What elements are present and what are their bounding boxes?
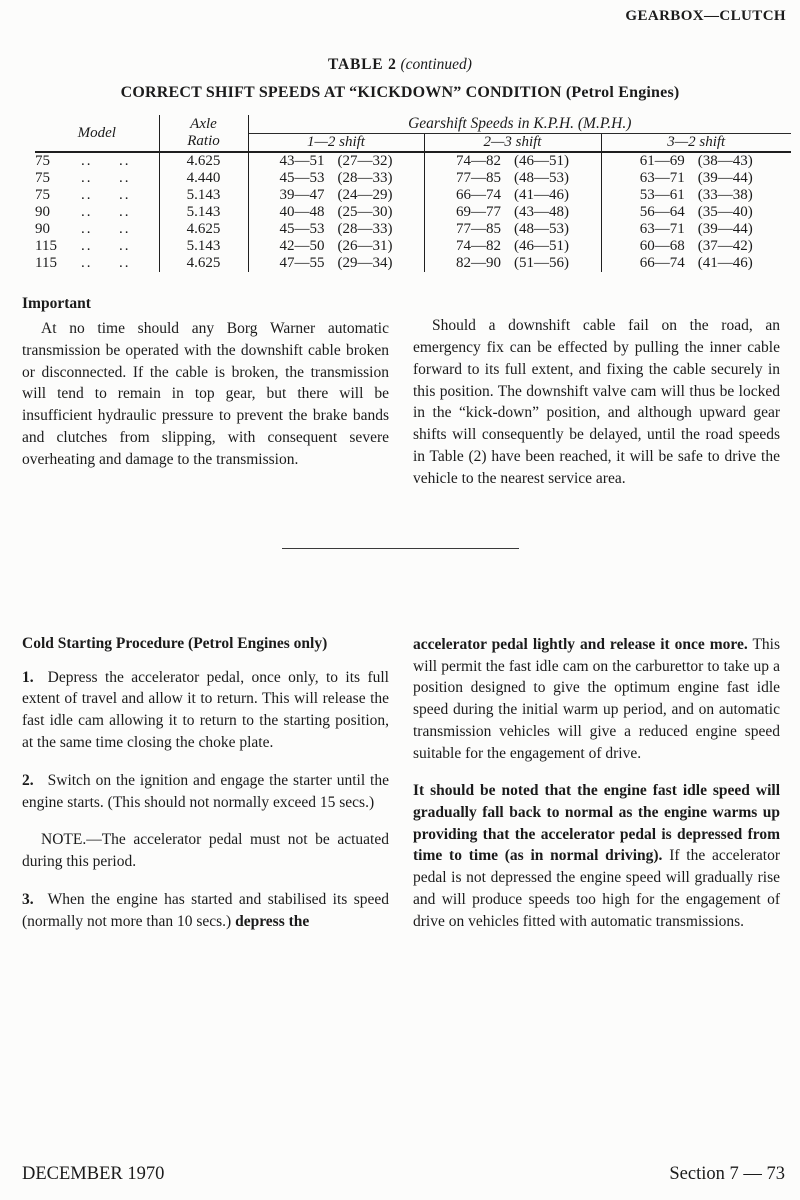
mph-range: (35—40) xyxy=(697,204,753,220)
model-cell xyxy=(35,152,159,170)
shift-speeds-table xyxy=(35,115,791,272)
shift-1-2-cell xyxy=(248,152,424,170)
axle-ratio-value: 5.143 xyxy=(159,187,248,204)
important-left-column xyxy=(22,293,389,490)
model-value: 75 xyxy=(35,153,50,169)
dot-leader: .. xyxy=(119,221,131,237)
important-heading: Important xyxy=(22,295,91,312)
mph-range: (38—43) xyxy=(697,153,753,169)
table-row xyxy=(35,221,791,238)
table-caption-label: TABLE 2 xyxy=(328,56,397,73)
step-1-number: 1. xyxy=(22,668,34,686)
table-row xyxy=(35,238,791,255)
model-cell xyxy=(35,238,159,255)
kph-range: 69—77 xyxy=(456,204,501,220)
important-right-column xyxy=(413,293,780,490)
dot-leader: .. xyxy=(81,238,93,254)
paragraph-1-bold-lead: accelerator pedal lightly and release it once more. xyxy=(413,635,748,653)
column-header-gearshift-speeds: Gearshift Speeds in K.P.H. (M.P.H.) xyxy=(248,115,791,134)
note-paragraph: NOTE.—The accelerator pedal must not be actuated during this period. xyxy=(22,830,389,870)
kph-range: 60—68 xyxy=(639,238,685,254)
dot-leader: .. xyxy=(81,204,93,220)
model-value: 75 xyxy=(35,187,50,203)
kph-range: 77—85 xyxy=(456,221,501,237)
paragraph-2-bold-lead: It should be noted that the engine fast idle speed will gradually fall back to normal as the engine warms up providing that the accelerator pedal is depressed from time to time (as in normal driving). xyxy=(413,781,780,865)
kph-range: 63—71 xyxy=(639,170,685,186)
mph-range: (28—33) xyxy=(337,170,393,186)
cold-starting-section xyxy=(22,633,780,933)
step-1 xyxy=(22,667,389,754)
kph-range: 66—74 xyxy=(639,255,685,271)
shift-1-2-cell xyxy=(248,204,424,221)
kph-range: 43—51 xyxy=(279,153,325,169)
page-title: CORRECT SHIFT SPEEDS AT “KICKDOWN” CONDITION (Petrol Engines) xyxy=(120,84,680,101)
important-section xyxy=(22,293,780,490)
model-value: 90 xyxy=(35,221,50,237)
model-cell xyxy=(35,221,159,238)
kph-range: 66—74 xyxy=(456,187,501,203)
table-row xyxy=(35,204,791,221)
column-header-axle-ratio xyxy=(159,115,248,152)
mph-range: (24—29) xyxy=(337,187,393,203)
paragraph-1-text: This will permit the fast idle cam on the carburettor to take up a position designed to give the optimum engine fast idle speed during the initial warm up period, and on automatic transmission vehicles will give a reduced engine speed suitable for the engagement of drive. xyxy=(413,635,781,762)
dot-leader: .. xyxy=(119,238,131,254)
shift-2-3-cell xyxy=(424,170,601,187)
axle-ratio-value: 5.143 xyxy=(159,238,248,255)
mph-range: (41—46) xyxy=(514,187,569,203)
shift-1-2-cell xyxy=(248,255,424,272)
running-header: GEARBOX—CLUTCH xyxy=(625,8,786,24)
model-cell xyxy=(35,204,159,221)
mph-range: (46—51) xyxy=(514,153,569,169)
footer-section-number: Section 7 — 73 xyxy=(669,1164,785,1184)
table-row xyxy=(35,170,791,187)
kph-range: 47—55 xyxy=(279,255,325,271)
dot-leader: .. xyxy=(119,187,131,203)
cold-starting-heading: Cold Starting Procedure (Petrol Engines only) xyxy=(22,634,328,652)
mph-range: (39—44) xyxy=(697,221,753,237)
cold-left-column xyxy=(22,633,389,933)
kph-range: 39—47 xyxy=(279,187,325,203)
dot-leader: .. xyxy=(119,255,131,271)
mph-range: (41—46) xyxy=(697,255,753,271)
axle-label-line1: Axle xyxy=(190,116,217,132)
shift-1-2-cell xyxy=(248,187,424,204)
kph-range: 40—48 xyxy=(279,204,325,220)
shift-2-3-cell xyxy=(424,255,601,272)
dot-leader: .. xyxy=(81,187,93,203)
dot-leader: .. xyxy=(81,221,93,237)
axle-label-line2: Ratio xyxy=(187,133,220,149)
dot-leader: .. xyxy=(81,153,93,169)
column-header-model: Model xyxy=(35,115,159,152)
table-row xyxy=(35,255,791,272)
shift-1-2-cell xyxy=(248,238,424,255)
important-right-paragraph: Should a downshift cable fail on the road, an emergency fix can be effected by pulling the inner cable forward to its full extent, and fixing the cable securely in this position. The downshift valve cam will thus be locked in the “kick-down” position, and although upward gear shifts will consequently be delayed, until the road speeds in Table (2) have been reached, it will be safe to drive the vehicle to the nearest service area. xyxy=(413,317,780,487)
mph-range: (43—48) xyxy=(514,204,569,220)
kph-range: 63—71 xyxy=(639,221,685,237)
step-2 xyxy=(22,770,389,814)
model-cell xyxy=(35,187,159,204)
mph-range: (33—38) xyxy=(697,187,753,203)
dot-leader: .. xyxy=(119,204,131,220)
footer-date: DECEMBER 1970 xyxy=(22,1164,165,1184)
kph-range: 74—82 xyxy=(456,153,501,169)
table-caption-continued: (continued) xyxy=(400,56,472,73)
axle-ratio-value: 5.143 xyxy=(159,204,248,221)
model-value: 115 xyxy=(35,238,57,254)
model-value: 115 xyxy=(35,255,57,271)
dot-leader: .. xyxy=(119,153,131,169)
cold-right-paragraph-2 xyxy=(413,780,780,933)
model-cell xyxy=(35,255,159,272)
mph-range: (37—42) xyxy=(697,238,753,254)
kph-range: 45—53 xyxy=(279,221,325,237)
cold-right-paragraph-1 xyxy=(413,634,780,765)
shift-2-3-cell xyxy=(424,204,601,221)
step-3-bold-text: depress the xyxy=(235,913,310,931)
shift-3-2-cell xyxy=(601,152,791,170)
mph-range: (28—33) xyxy=(337,221,393,237)
shift-3-2-cell xyxy=(601,238,791,255)
table-row xyxy=(35,187,791,204)
column-header-3-2-shift: 3—2 shift xyxy=(601,134,791,153)
shift-3-2-cell xyxy=(601,221,791,238)
section-divider xyxy=(282,548,519,549)
column-header-2-3-shift: 2—3 shift xyxy=(424,134,601,153)
kph-range: 45—53 xyxy=(279,170,325,186)
dot-leader: .. xyxy=(81,255,93,271)
cold-right-column xyxy=(413,633,780,933)
page-footer xyxy=(22,1164,785,1185)
shift-2-3-cell xyxy=(424,221,601,238)
shift-2-3-cell xyxy=(424,238,601,255)
shift-1-2-cell xyxy=(248,170,424,187)
kph-range: 82—90 xyxy=(456,255,501,271)
step-3 xyxy=(22,889,389,933)
mph-range: (26—31) xyxy=(337,238,393,254)
mph-range: (29—34) xyxy=(337,255,393,271)
important-left-paragraph: At no time should any Borg Warner automatic transmission be operated with the downshift cable broken or disconnected. If the cable is broken, the transmission will tend to remain in top gear, but there will be insufficient hydraulic pressure to prevent the brake bands and clutches from slipping, with consequent severe overheating and damage to the transmission. xyxy=(22,319,389,468)
mph-range: (27—32) xyxy=(337,153,393,169)
step-2-number: 2. xyxy=(22,771,34,789)
kph-range: 61—69 xyxy=(639,153,685,169)
step-1-text: Depress the accelerator pedal, once only, to its full extent of travel and allow it to return. This will release the fast idle cam allowing it to return to the starting position, at the same time closing the choke plate. xyxy=(22,668,389,752)
model-value: 90 xyxy=(35,204,50,220)
model-cell xyxy=(35,170,159,187)
shift-2-3-cell xyxy=(424,152,601,170)
shift-3-2-cell xyxy=(601,170,791,187)
axle-ratio-value: 4.625 xyxy=(159,152,248,170)
mph-range: (25—30) xyxy=(337,204,393,220)
mph-range: (46—51) xyxy=(514,238,569,254)
step-3-number: 3. xyxy=(22,891,34,909)
mph-range: (51—56) xyxy=(514,255,569,271)
paragraph-2-text: If the accelerator pedal is not depressed the engine speed will gradually rise and will produce speeds too high for the engagement of drive on vehicles fitted with automatic transmissions. xyxy=(413,847,780,930)
mph-range: (48—53) xyxy=(514,221,569,237)
table-caption xyxy=(0,56,800,74)
kph-range: 77—85 xyxy=(456,170,501,186)
axle-ratio-value: 4.440 xyxy=(159,170,248,187)
step-2-text: Switch on the ignition and engage the starter until the engine starts. (This should not normally exceed 15 secs.) xyxy=(22,771,389,811)
shift-3-2-cell xyxy=(601,204,791,221)
kph-range: 74—82 xyxy=(456,238,501,254)
shift-2-3-cell xyxy=(424,187,601,204)
model-value: 75 xyxy=(35,170,50,186)
dot-leader: .. xyxy=(119,170,131,186)
dot-leader: .. xyxy=(81,170,93,186)
axle-ratio-value: 4.625 xyxy=(159,255,248,272)
kph-range: 42—50 xyxy=(279,238,325,254)
shift-3-2-cell xyxy=(601,187,791,204)
column-header-1-2-shift: 1—2 shift xyxy=(248,134,424,153)
axle-ratio-value: 4.625 xyxy=(159,221,248,238)
table-row xyxy=(35,152,791,170)
step-3-text: When the engine has started and stabilised its speed (normally not more than 10 secs.) xyxy=(22,891,389,931)
mph-range: (48—53) xyxy=(514,170,569,186)
kph-range: 53—61 xyxy=(639,187,685,203)
shift-1-2-cell xyxy=(248,221,424,238)
kph-range: 56—64 xyxy=(639,204,685,220)
mph-range: (39—44) xyxy=(697,170,753,186)
shift-3-2-cell xyxy=(601,255,791,272)
